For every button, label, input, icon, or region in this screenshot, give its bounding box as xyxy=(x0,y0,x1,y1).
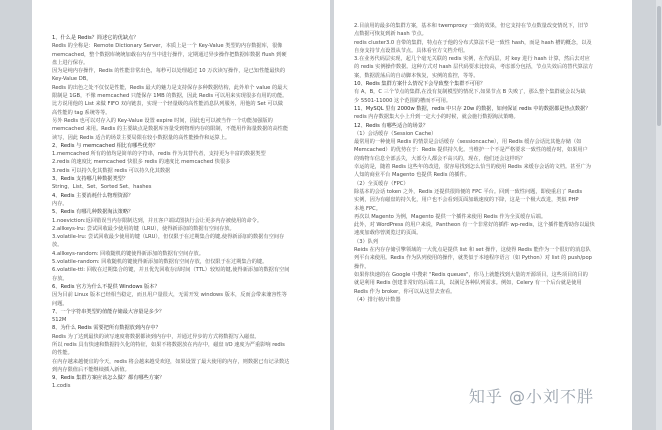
text-line: 9、Redis 集群方案应该怎么做？都有哪些方案？ xyxy=(52,375,165,382)
text-line: 列平台来使用。Redis 作为队列使用的操作，就类似于本地程序语言（如 Python）对 list 的 push/pop xyxy=(354,255,592,262)
watermark-text: 知乎 @小刘不胖 xyxy=(468,387,594,406)
text-line: 因为是纯内存操作，Redis 的性能非常出色，每秒可以处理超过 10 万次读写操作，是已知性能最快的 xyxy=(52,68,286,75)
text-line: memcached，整个数据库统统加载在内存当中进行操作，定期通过异步操作把数据库数据 flush 到硬 xyxy=(52,51,287,58)
text-line: 人知的商业平台 Magento 也提供 Redis 的插件。 xyxy=(354,172,470,179)
text-line: （4）排行榜/计数器 xyxy=(354,296,401,303)
text-line: 2.redis 的速度比 memcached 快很多 redis 的速度比 memcached 快很多 xyxy=(52,159,231,166)
text-line: 3.redis 可以持久化其数据 redis 可以持久化其数据 xyxy=(52,167,171,174)
text-line: Redis 作为 broker，你可以从这里去查看。 xyxy=(354,288,456,295)
text-line: 少 5501-11000 这个范围的槽而不可用。 xyxy=(354,97,452,104)
text-line: 11、MySQL 里有 2000w 数据，redis 中只存 20w 的数据，如何保证 redis 中的数据都是热点数据？ xyxy=(354,105,591,112)
text-line: Key-Value DB。 xyxy=(52,76,92,83)
text-line: 比方说用他的 List 来做 FIFO 双向链表，实现一个轻量级的高性能消息队列服务，用他的 Set 可以做 xyxy=(52,101,283,108)
text-line: 1、什么是 Redis？简述它的优缺点？ xyxy=(52,35,139,41)
text-line: 到内存限值后不能继续插入新值。 xyxy=(52,366,130,373)
text-line: 所以 redis 具有快速和数据持久化的特征，如果不将数据放在内存中，磁盘 I/O 速度为严重影响 redis xyxy=(52,341,285,348)
text-line: 5.volatile-random: 回收随机的键使得新添加的数据有空间存放，但仅限于在过期集合的键。 xyxy=(52,259,268,266)
text-line: 2.allkeys-lru: 尝试回收最少使用的键（LRU），使得新添加的数据有空间存放。 xyxy=(52,225,235,232)
text-line: 8、为什么 Redis 需要把所有数据放到内存中？ xyxy=(52,325,161,332)
text-line: 问题。 xyxy=(52,300,68,307)
text-line: 高性能的 tag 系统等等。 xyxy=(52,109,111,116)
right-page-text xyxy=(354,22,616,304)
document-page-left xyxy=(32,0,330,430)
text-line: 10、Redis 集群方案什么情况下会导致整个集群不可用？ xyxy=(354,81,486,88)
text-line: 除基本的会话 token 之外，Redis 还提供很简便的 FPC 平台。回到一致性问题，即使重启了 Redis xyxy=(354,188,583,195)
text-line: 自身支持节点设置从节点。具体看官方文档介绍。 xyxy=(354,47,469,54)
text-line: 读写，因此 Redis 适合的场景主要局限在较小数据量的高性能操作和运算上。 xyxy=(52,134,231,141)
text-line: 操作。 xyxy=(354,263,370,270)
text-line: 的 redis 实例操作数据。这种方式对 hash 层代码要求比较高，考虑部分包括，节点失效后的替代算法方 xyxy=(354,64,594,71)
text-line: 最常用的一种使用 Redis 的情景是会话缓存（sessioncache），用 Redis 缓存会话比其他存储（如 xyxy=(354,139,582,146)
text-line: 的性能。 xyxy=(52,350,73,357)
text-line: 512M xyxy=(52,317,67,324)
text-line: 内存。 xyxy=(52,200,68,207)
document-page-right xyxy=(334,0,632,430)
text-line: 3.volatile-lru: 尝试回收最少使用的键（LRU），但仅限于在过期集合的键,使得新添加的数据有空间存 xyxy=(52,234,285,241)
text-line: 4.allkeys-random: 回收随机的键使得新添加的数据有空间存放。 xyxy=(52,250,204,257)
text-line: 2、Redis 与 memcached 相比有哪些优势？ xyxy=(52,142,159,149)
text-line: 4、Redis 主要消耗什么物理资源？ xyxy=(52,192,134,199)
text-line: redis cluster3.0 自带的集群，特点在于他的分布式算法不是一致性 hash，而是 hash 槽的概念，以及 xyxy=(354,39,592,46)
text-line: 因为目前 Linux 版本已经相当稳定，而且用户量很大，无需开发 windows 版本，反而会带来兼容性等 xyxy=(52,292,287,299)
vertical-scrollbar[interactable] xyxy=(656,0,662,430)
text-line: 5、Redis 有哪几种数据淘汰策略？ xyxy=(52,209,134,216)
text-line: Memcached）的优势在于：Redis 提供持久化。当维护一个不是严格要求一致性的缓存时，如果用户 xyxy=(354,147,588,154)
text-line: 1.codis xyxy=(52,383,71,390)
text-line: （2）全页缓存（FPC） xyxy=(354,180,409,187)
text-line: 放。 xyxy=(52,242,63,249)
text-line: （3）队列 xyxy=(354,238,379,245)
text-line: 实例，因为有磁盘的持久化，用户也不会看到页面加载速度的下降，这是一个极大改进，类似 PHP xyxy=(354,197,579,204)
left-page-text xyxy=(52,34,314,391)
text-line: 此外，对 WordPress 的用户来说，Pantheon 有一个非常好的插件 wp-redis，这个插件能帮助你以最快 xyxy=(354,222,595,229)
text-line: 本地 FPC。 xyxy=(354,205,381,212)
text-line: 6.volatile-ttl: 回收在过期集合的键，并且优先回收存活时间（TTL）较短的键,使得新添加的数据有空间 xyxy=(52,267,290,274)
text-line: 有 A，B，C 三个节点的集群,在没有复制模型的情况下,如果节点 B 失败了，那么整个集群就会以为缺 xyxy=(354,89,586,96)
text-line: memcached 来用。Redis 的主要缺点是数据库容量受到物理内存的限制，不能用作海量数据的高性能 xyxy=(52,126,289,133)
text-line: 3、Redis 支持哪几种数据类型？ xyxy=(52,176,129,183)
text-line: 幸运的是，随着 Redis 这些年的改进，很容易找到怎么恰当的使用 Redis 来缓存会话的文档。甚至广为 xyxy=(354,164,591,171)
text-line: 如果你快速的在 Google 中搜索 "Redis queues"，你马上就能找到大量的开源项目，这些项目的目的 xyxy=(354,271,588,278)
text-line: 再次以 Magento 为例，Magento 提供一个插件来使用 Redis 作为全页缓存后端。 xyxy=(354,213,547,220)
text-line: 6、Redis 官方为什么不提供 Windows 版本？ xyxy=(52,283,160,290)
text-line: 1.memcached 所有的值均是简单的字符串，redis 作为其替代者，支持更为丰富的数据类型 xyxy=(52,151,266,158)
text-line: Redis 的全称是：Remote Dictionary Server，本质上是一个 Key-Value 类型的内存数据库，很像 xyxy=(52,43,283,50)
text-line: 2.目前用的最多的集群方案，基本和 twemproxy 一致的效果，但它支持在节点数量改变情况下，旧节 xyxy=(354,23,589,29)
text-line: 另外 Redis 也可以对存入的 Key-Value 设置 expire 时间，因此也可以被当作一个功能加强版的 xyxy=(52,117,273,124)
text-line: 的购物车信息全部丢失，大部分人都会不高兴的，现在，他们还会这样吗？ xyxy=(354,155,526,162)
text-line: 就是利用 Redis 创建非常好的后端工具，以满足各种队列需求。例如，Celery 有一个后台就是使用 xyxy=(354,280,582,287)
text-line: Redis 为了达到最快的读写速度将数据都读到内存中，并通过异步的方式将数据写入磁盘。 xyxy=(52,333,260,340)
text-line: 7、一个字符串类型的值能存储最大容量是多少？ xyxy=(52,308,165,315)
text-line: redis 内存数据集大小上升到一定大小的时候，就会施行数据淘汰策略。 xyxy=(354,114,519,121)
scrollbar-thumb[interactable] xyxy=(657,6,661,126)
text-line: 速度加载你曾浏览过的页面。 xyxy=(354,230,422,237)
text-line: 3.在业务代码层实现，起几个毫无关联的 redis 实例，在代码层，对 key 进行 hash 计算，然后去对应 xyxy=(354,56,590,63)
text-line: 12、Redis 有哪些适合的场景？ xyxy=(354,122,429,129)
text-line: 存放。 xyxy=(52,275,68,282)
text-line: Reids 在内存存储引擎领域的一大优点是提供 list 和 set 操作，这使得 Redis 能作为一个很好的消息队 xyxy=(354,247,591,254)
text-line: 点数据可恢复到新 hash 节点。 xyxy=(354,31,427,38)
text-line: 案，数据震荡后的自动脚本恢复，实例的监控，等等。 xyxy=(354,72,479,79)
text-line: Redis 的出色之处不仅仅是性能，Redis 最大的魅力是支持保存多种数据结构，此外单个 value 的最大 xyxy=(52,84,288,91)
text-line: String、List、Set、Sorted Set、hashes xyxy=(52,184,152,191)
text-line: 限制是 1GB，不像 memcached 只能保存 1MB 的数据，因此 Redis 可以用来实现很多有用的功能。 xyxy=(52,93,288,100)
text-line: 盘上进行保存。 xyxy=(52,59,89,66)
text-line: 在内存越来越便宜的今天，redis 将会越来越受欢迎，如果设置了最大使用的内存，则数据已有记录数达 xyxy=(52,358,290,365)
text-line: 1.noeviction:返回错误当内存限制达到，并且客户端试图执行会让更多内存被使用的命令。 xyxy=(52,217,263,224)
text-line: （1）会话缓存（Session Cache） xyxy=(354,130,437,137)
